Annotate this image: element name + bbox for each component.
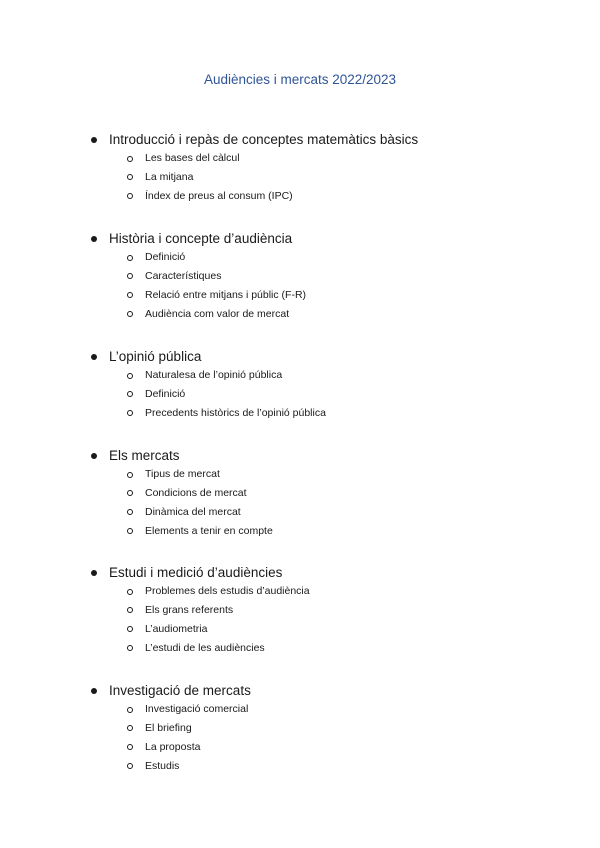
- hollow-bullet-icon: [127, 645, 133, 651]
- list-item: [0, 584, 600, 603]
- page-title: Audiències i mercats 2022/2023: [203, 72, 397, 87]
- outline-section: [0, 447, 600, 543]
- list-item: [0, 505, 600, 524]
- hollow-bullet-icon: [127, 490, 133, 496]
- subtopic-label: Naturalesa de l’opinió pública: [145, 369, 283, 381]
- hollow-bullet-icon: [127, 589, 133, 595]
- subtopic-label: Precedents històrics de l’opinió pública: [145, 406, 326, 419]
- outline-section: [0, 564, 600, 660]
- outline-section: [0, 131, 600, 208]
- list-item: [0, 486, 600, 505]
- subtopic-label: Problemes dels estudis d’audiència: [145, 585, 310, 597]
- list-item: [0, 368, 600, 387]
- section-header: [0, 564, 600, 584]
- subtopic-label: Tipus de mercat: [145, 468, 220, 480]
- section-header: [0, 131, 600, 151]
- subtopic-list: [0, 584, 600, 660]
- hollow-bullet-icon: [127, 744, 133, 750]
- hollow-bullet-icon: [127, 528, 133, 534]
- subtopic-label: Definició: [145, 251, 186, 263]
- filled-bullet-icon: [91, 688, 97, 694]
- section-title: Els mercats: [109, 448, 180, 463]
- hollow-bullet-icon: [127, 311, 133, 317]
- hollow-bullet-icon: [127, 373, 133, 379]
- hollow-bullet-icon: [127, 607, 133, 613]
- subtopic-label: L’audiometria: [145, 622, 208, 635]
- outline-section: [0, 230, 600, 326]
- subtopic-label: Les bases del càlcul: [145, 152, 240, 164]
- outline-section: [0, 682, 600, 778]
- list-item: [0, 387, 600, 406]
- list-item: [0, 250, 600, 269]
- hollow-bullet-icon: [127, 174, 133, 180]
- subtopic-label: Investigació comercial: [145, 703, 249, 715]
- subtopic-list: [0, 702, 600, 778]
- hollow-bullet-icon: [127, 156, 133, 162]
- list-item: [0, 759, 600, 778]
- hollow-bullet-icon: [127, 509, 133, 515]
- subtopic-label: El briefing: [145, 721, 192, 734]
- section-title: L’opinió pública: [109, 349, 202, 364]
- list-item: [0, 151, 600, 170]
- list-item: [0, 307, 600, 326]
- hollow-bullet-icon: [127, 193, 133, 199]
- list-item: [0, 269, 600, 288]
- hollow-bullet-icon: [127, 410, 133, 416]
- subtopic-label: Audiència com valor de mercat: [145, 307, 290, 320]
- subtopic-label: Característiques: [145, 269, 222, 282]
- subtopic-label: La proposta: [145, 740, 201, 753]
- list-item: [0, 603, 600, 622]
- list-item: [0, 702, 600, 721]
- filled-bullet-icon: [91, 137, 97, 143]
- hollow-bullet-icon: [127, 626, 133, 632]
- list-item: [0, 721, 600, 740]
- subtopic-label: La mitjana: [145, 170, 194, 183]
- section-title: Estudi i medició d’audiències: [109, 565, 283, 580]
- list-item: [0, 740, 600, 759]
- section-header: [0, 447, 600, 467]
- list-item: [0, 622, 600, 641]
- hollow-bullet-icon: [127, 273, 133, 279]
- subtopic-label: Índex de preus al consum (IPC): [145, 189, 293, 202]
- list-item: [0, 524, 600, 543]
- filled-bullet-icon: [91, 354, 97, 360]
- section-header: [0, 348, 600, 368]
- subtopic-label: Relació entre mitjans i públic (F-R): [145, 288, 307, 301]
- outline-section: [0, 348, 600, 425]
- section-title: Investigació de mercats: [109, 683, 251, 698]
- hollow-bullet-icon: [127, 255, 133, 261]
- subtopic-label: L’estudi de les audiències: [145, 641, 265, 654]
- subtopic-list: [0, 250, 600, 326]
- list-item: [0, 641, 600, 660]
- filled-bullet-icon: [91, 570, 97, 576]
- subtopic-label: Dinàmica del mercat: [145, 505, 241, 518]
- filled-bullet-icon: [91, 453, 97, 459]
- section-title: Introducció i repàs de conceptes matemàtics bàsics: [109, 132, 419, 147]
- hollow-bullet-icon: [127, 292, 133, 298]
- section-header: [0, 682, 600, 702]
- list-item: [0, 170, 600, 189]
- section-header: [0, 230, 600, 250]
- subtopic-label: Condicions de mercat: [145, 486, 247, 499]
- hollow-bullet-icon: [127, 472, 133, 478]
- list-item: [0, 288, 600, 307]
- subtopic-label: Definició: [145, 387, 186, 400]
- list-item: [0, 467, 600, 486]
- section-title: Història i concepte d’audiència: [109, 231, 293, 246]
- subtopic-list: [0, 151, 600, 208]
- subtopic-list: [0, 467, 600, 543]
- subtopic-label: Elements a tenir en compte: [145, 524, 273, 537]
- hollow-bullet-icon: [127, 763, 133, 769]
- hollow-bullet-icon: [127, 707, 133, 713]
- subtopic-list: [0, 368, 600, 425]
- list-item: [0, 189, 600, 208]
- hollow-bullet-icon: [127, 725, 133, 731]
- filled-bullet-icon: [91, 236, 97, 242]
- subtopic-label: Estudis: [145, 759, 180, 772]
- subtopic-label: Els grans referents: [145, 603, 234, 616]
- hollow-bullet-icon: [127, 391, 133, 397]
- list-item: [0, 406, 600, 425]
